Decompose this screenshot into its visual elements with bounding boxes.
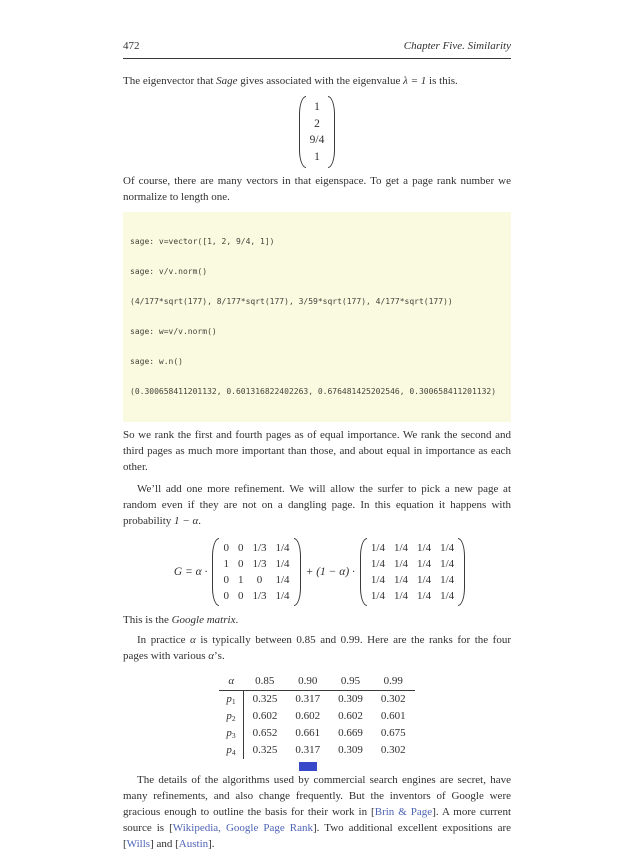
- matrix-cell: 1/4: [393, 542, 409, 554]
- footer-link-marker: [299, 762, 317, 771]
- matrix-cell: 1/4: [275, 558, 290, 570]
- matrix-cell: 1/4: [275, 542, 290, 554]
- sage-code-block: [123, 212, 511, 422]
- uniform-matrix: [367, 538, 458, 606]
- right-paren-icon: [328, 96, 335, 168]
- table-row: [219, 742, 414, 759]
- matrix-cell: 1/4: [393, 574, 409, 586]
- matrix-cell: 0: [256, 574, 263, 586]
- rank-value: 0.309: [338, 744, 363, 756]
- table-header-row: [219, 673, 414, 691]
- matrix-cell: 0: [223, 590, 229, 602]
- matrix-cell: 1: [237, 574, 244, 586]
- paragraph-eigenvector-intro: [123, 73, 511, 89]
- sage-word: Sage: [216, 75, 238, 87]
- rank-value: 0.602: [252, 710, 278, 722]
- running-header: [123, 40, 511, 59]
- alpha-value-header: 0.95: [329, 673, 372, 691]
- pagerank-table: [219, 673, 414, 759]
- alpha-symbol: α: [208, 650, 215, 662]
- page-content: [123, 40, 511, 852]
- refs-text: ]. A more current source is [: [123, 806, 511, 834]
- matrix-cell: 0: [223, 574, 229, 586]
- rank-value: 0.302: [380, 693, 406, 705]
- paragraph-refinement: [123, 481, 511, 529]
- p-subscript: 4: [231, 748, 236, 757]
- matrix-cell: 0: [237, 542, 244, 554]
- refs-text: The details of the algorithms used by commercial search engines are secret, have many refinements, and also change frequently. But the inventors of Google were gracious enough to outline the basis for their work in [: [123, 774, 511, 818]
- matrix-cell: 1/4: [275, 574, 290, 586]
- alpha-value-header: 0.99: [372, 673, 415, 691]
- google-text: .: [235, 614, 239, 626]
- vector-entry: 9/4: [309, 134, 325, 146]
- rank-value: 0.317: [295, 744, 321, 756]
- eigenvalue-expression: λ = 1: [403, 75, 427, 87]
- code-line: sage: w=v/v.norm(): [130, 327, 217, 336]
- matrix-cell: 0: [223, 542, 229, 554]
- alpha-text: In practice: [137, 634, 191, 646]
- rank-value: 0.652: [252, 727, 278, 739]
- p-symbol: p: [226, 727, 232, 739]
- link-wikipedia-google-page-rank[interactable]: Wikipedia, Google Page Rank: [172, 822, 313, 834]
- rank-value: 0.602: [295, 710, 321, 722]
- rank-value: 0.317: [295, 693, 321, 705]
- paragraph-normalize: Of course, there are many vectors in that eigenspace. To get a page rank number we normalize to length one.: [123, 175, 511, 203]
- intro-text: is this.: [426, 75, 458, 87]
- alpha-text: is typically between 0.85 and 0.99. Here are the ranks for the four pages with various: [123, 634, 512, 662]
- matrix-cell: 1/4: [370, 574, 385, 586]
- matrix-cell: 1/3: [252, 558, 267, 570]
- google-text: This is the: [123, 614, 172, 626]
- row-label: [219, 708, 243, 725]
- chapter-title: Chapter Five. Similarity: [403, 40, 511, 52]
- refine-text: We’ll add one more refinement. We will allow the surfer to pick a new page at random even if they are not on a dangling page. In this equation it happens with probability: [123, 483, 511, 527]
- intro-text: gives associated with the eigenvalue: [237, 75, 404, 87]
- p-subscript: 3: [231, 731, 236, 740]
- refs-text: ] and [: [150, 838, 179, 850]
- p-symbol: p: [226, 693, 232, 705]
- rank-value: 0.601: [380, 710, 406, 722]
- equation-middle-operator: + (1 − α) ·: [305, 566, 355, 578]
- row-label: [219, 691, 243, 709]
- matrix-cell: 1/4: [393, 590, 409, 602]
- vector-entry: 2: [314, 117, 320, 130]
- p-symbol: p: [226, 744, 232, 756]
- alpha-symbol: α: [190, 634, 196, 646]
- p-subscript: 2: [231, 714, 236, 723]
- p-subscript: 1: [231, 697, 236, 706]
- matrix-cell: 0: [237, 558, 244, 570]
- rank-value: 0.669: [338, 727, 363, 739]
- refine-text: .: [198, 515, 201, 527]
- eigenvector-column: [306, 96, 329, 168]
- vector-entry: 1: [314, 101, 320, 113]
- rank-value: 0.661: [295, 727, 321, 739]
- page-number: 472: [123, 40, 140, 52]
- rank-value: 0.302: [380, 744, 406, 756]
- matrix-cell: 1/4: [275, 590, 290, 602]
- left-paren-icon: [360, 538, 367, 606]
- paragraph-references: [123, 772, 511, 852]
- link-brin-page[interactable]: Brin & Page: [374, 806, 433, 818]
- matrix-cell: 1/4: [440, 590, 455, 602]
- matrix-cell: 1/4: [440, 574, 455, 586]
- code-line: (4/177*sqrt(177), 8/177*sqrt(177), 3/59*sqrt(177), 4/177*sqrt(177)): [130, 297, 453, 306]
- code-line: sage: v=vector([1, 2, 9/4, 1]): [130, 237, 275, 246]
- code-line: sage: v/v.norm(): [130, 267, 208, 276]
- row-label: [219, 725, 243, 742]
- google-matrix-term: Google matrix: [171, 614, 236, 626]
- row-label: [219, 742, 243, 759]
- matrix-cell: 1/4: [370, 542, 385, 554]
- eigenvector-display: [123, 96, 511, 168]
- left-paren-icon: [299, 96, 306, 168]
- google-matrix-equation: [123, 538, 511, 606]
- alpha-value-header: 0.90: [286, 673, 329, 691]
- matrix-cell: 1/4: [417, 558, 432, 570]
- probability-expression: 1 − α: [174, 515, 199, 527]
- matrix-cell: 1/4: [417, 574, 432, 586]
- alpha-value-header: 0.85: [243, 673, 286, 691]
- matrix-cell: 1/4: [370, 558, 385, 570]
- intro-text: The eigenvector that: [123, 75, 217, 87]
- code-line: (0.300658411201132, 0.601316822402263, 0.676481425202546, 0.300658411201132): [130, 387, 497, 396]
- left-paren-icon: [212, 538, 219, 606]
- matrix-cell: 1: [223, 558, 229, 570]
- right-paren-icon: [294, 538, 301, 606]
- ranks-table-wrapper: [123, 673, 511, 759]
- table-row: [219, 691, 414, 709]
- matrix-cell: 0: [237, 590, 244, 602]
- refs-text: ]. Two additional excellent expositions are [: [123, 822, 512, 850]
- table-row: [219, 725, 414, 742]
- rank-value: 0.325: [252, 744, 278, 756]
- alpha-corner-header: α: [219, 673, 243, 691]
- matrix-cell: 1/4: [417, 542, 432, 554]
- matrix-cell: 1/3: [252, 542, 267, 554]
- refs-text: ].: [208, 838, 215, 850]
- rank-value: 0.325: [252, 693, 278, 705]
- matrix-cell: 1/4: [370, 590, 385, 602]
- link-matrix: [219, 538, 293, 606]
- p-symbol: p: [226, 710, 232, 722]
- alpha-text: ’s.: [214, 650, 225, 662]
- paragraph-ranking: So we rank the first and fourth pages as of equal importance. We rank the second and third pages as much more important than those, and about equal in importance as each other.: [123, 429, 511, 473]
- table-row: [219, 708, 414, 725]
- vector-entry: 1: [314, 150, 320, 163]
- rank-value: 0.309: [338, 693, 363, 705]
- equation-lhs: G = α ·: [173, 566, 208, 578]
- matrix-cell: 1/3: [252, 590, 267, 602]
- right-paren-icon: [458, 538, 465, 606]
- paragraph-alpha: [123, 632, 511, 664]
- paragraph-google-matrix: [123, 612, 511, 628]
- rank-value: 0.675: [380, 727, 406, 739]
- code-line: sage: w.n(): [130, 357, 183, 366]
- link-austin[interactable]: Austin: [178, 838, 209, 850]
- rank-value: 0.602: [338, 710, 363, 722]
- matrix-cell: 1/4: [393, 558, 409, 570]
- matrix-cell: 1/4: [440, 542, 455, 554]
- matrix-cell: 1/4: [417, 590, 432, 602]
- link-wills[interactable]: Wills: [126, 838, 151, 850]
- matrix-cell: 1/4: [440, 558, 455, 570]
